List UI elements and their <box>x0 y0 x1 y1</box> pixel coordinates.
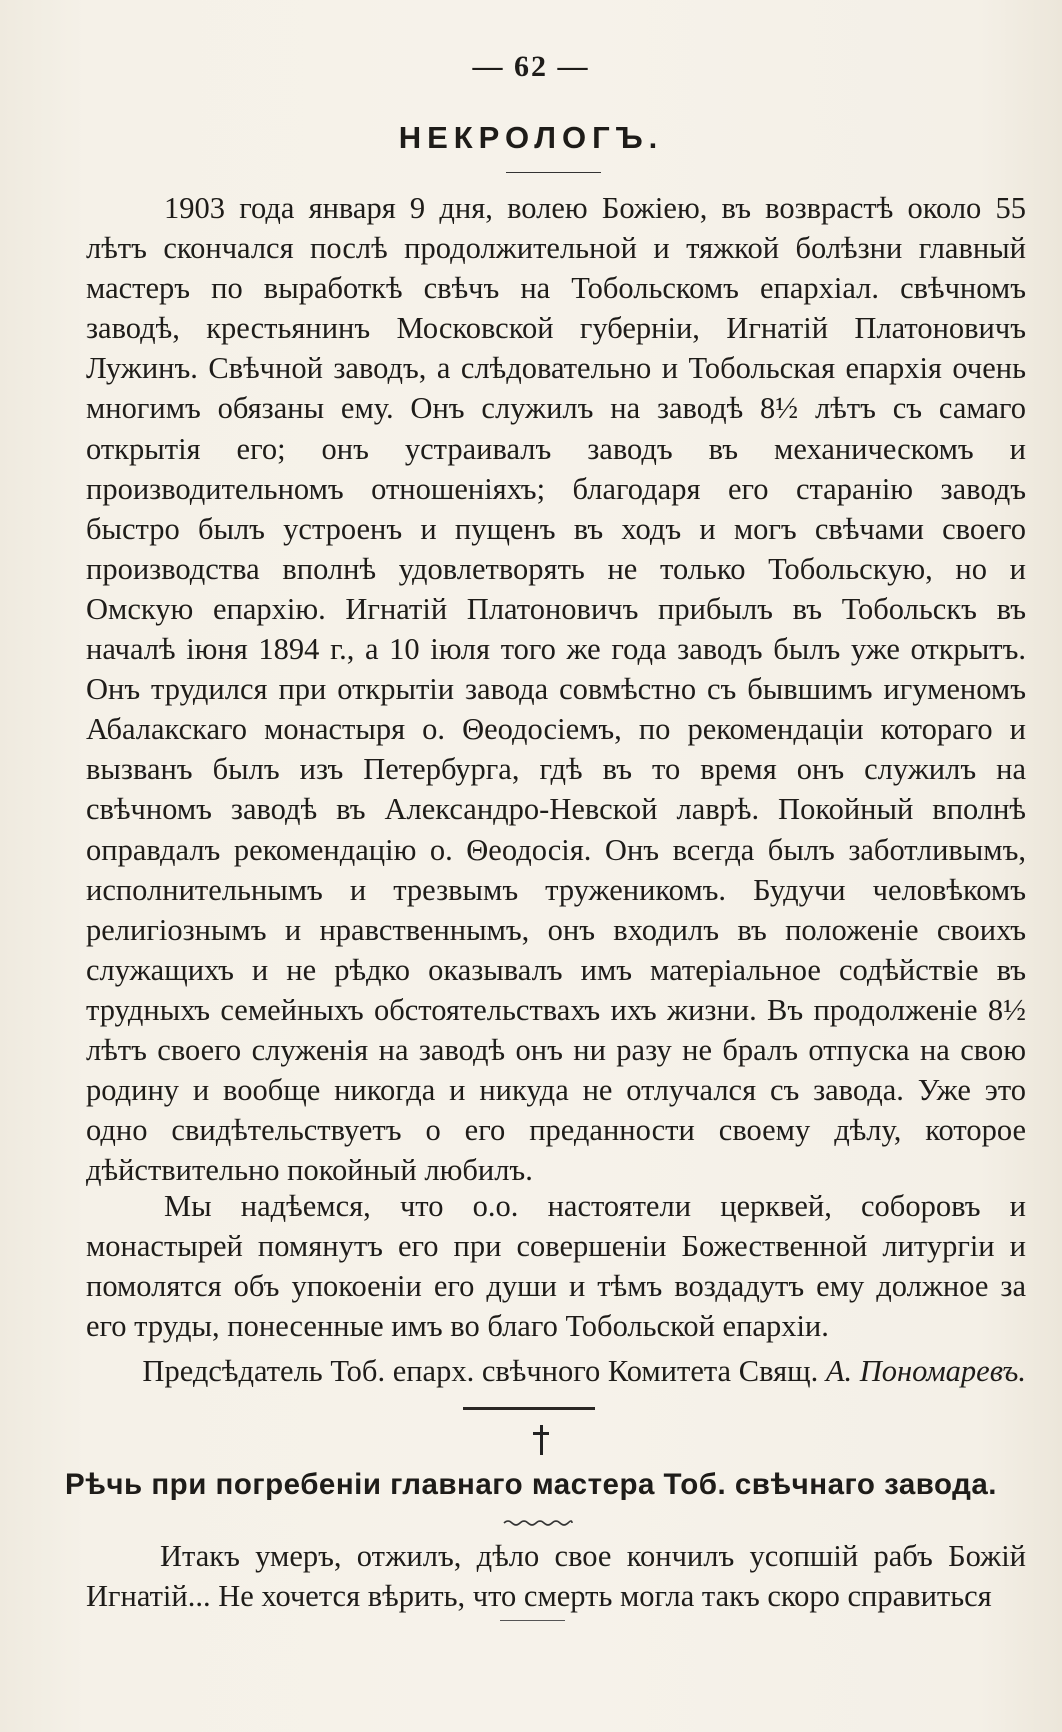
obituary-paragraph-2: Мы надѣемся, что о.о. настоятели церквей, соборовъ и монастырей помянутъ его при совершенiи Божественной литургiи и помолятся объ упокоенiи его души и тѣмъ воздадутъ ему должное за его труды, понесенные имъ во благо Тобольской епархiи. <box>86 1189 1026 1344</box>
speech-paragraph-1: Итакъ умеръ, отжилъ, дѣло свое кончилъ усопшiй рабъ Божiй Игнатiй... Не хочется вѣрить, что смерть могла такъ скоро справиться <box>86 1539 1026 1614</box>
obituary-text-2 <box>86 1186 1026 1346</box>
speech-text <box>86 1536 1026 1616</box>
obituary-paragraph-1: 1903 года января 9 дня, волею Божiею, въ возврастѣ около 55 лѣтъ скончался послѣ продолжительной и тяжкой болѣзни главный мастеръ по выработкѣ свѣчъ на Тобольскомъ епархiал. свѣчномъ заводѣ, крестьянинъ Московской губернiи, Игнатiй Платоновичъ Лужинъ. Свѣчной заводъ, а слѣдовательно и Тобольская епархiя очень многимъ обязаны ему. Онъ служилъ на заводѣ 8½ лѣтъ съ самаго открытiя его; онъ устраивалъ заводъ въ механическомъ и производительномъ отношенiяхъ; благодаря его старанiю заводъ быстро былъ устроенъ и пущенъ въ ходъ и могъ свѣчами своего производства вполнѣ удовлетворять не только Тобольскую, но и Омскую епархiю. Игнатiй Платоновичъ прибылъ въ Тобольскъ въ началѣ iюня 1894 г., а 10 iюля того же года заводъ былъ уже открытъ. Онъ трудился при открытiи завода совмѣстно съ бывшимъ игуменомъ Абалакскаго монастыря о. Θеодосiемъ, по рекомендацiи котораго и вызванъ былъ изъ Петербурга, гдѣ въ то время онъ служилъ на свѣчномъ заводѣ въ Александро-Невской лаврѣ. Покойный вполнѣ оправдалъ рекомендацiю о. Θеодосiя. Онъ всегда былъ заботливымъ, исполнительнымъ и трезвымъ труженикомъ. Будучи человѣкомъ религiознымъ и нравственнымъ, онъ входилъ въ положенiе своихъ служащихъ и не рѣдко оказывалъ имъ матерiальное содѣйствiе въ трудныхъ семейныхъ обстоятельствахъ ихъ жизни. Въ продолженiе 8½ лѣтъ своего служенiя на заводѣ онъ ни разу не бралъ отпуска на свою родину и вообще никогда и никуда не отлучался съ завода. Уже это одно свидѣтельствуетъ о его преданности своему дѣлу, которое дѣйствительно покойный любилъ. <box>86 191 1026 1188</box>
wavy-ornament-icon <box>502 1518 574 1528</box>
obituary-text <box>86 188 1026 1190</box>
bottom-rule <box>500 1620 565 1621</box>
speech-title: Рѣчь при погребенiи главнаго мастера Тоб. свѣчнаго завода. <box>65 1468 997 1501</box>
cross-icon <box>531 1425 551 1455</box>
obituary-signature <box>86 1351 1026 1391</box>
signature-rule <box>463 1407 595 1410</box>
signature-name: А. Пономаревъ. <box>825 1354 1026 1388</box>
heading-rule <box>506 172 601 173</box>
page-number: — 62 — <box>472 50 590 83</box>
obituary-heading: НЕКРОЛОГЪ. <box>398 120 664 155</box>
signature-text: Предсѣдатель Тоб. епарх. свѣчного Комитета Свящ. <box>142 1354 819 1388</box>
